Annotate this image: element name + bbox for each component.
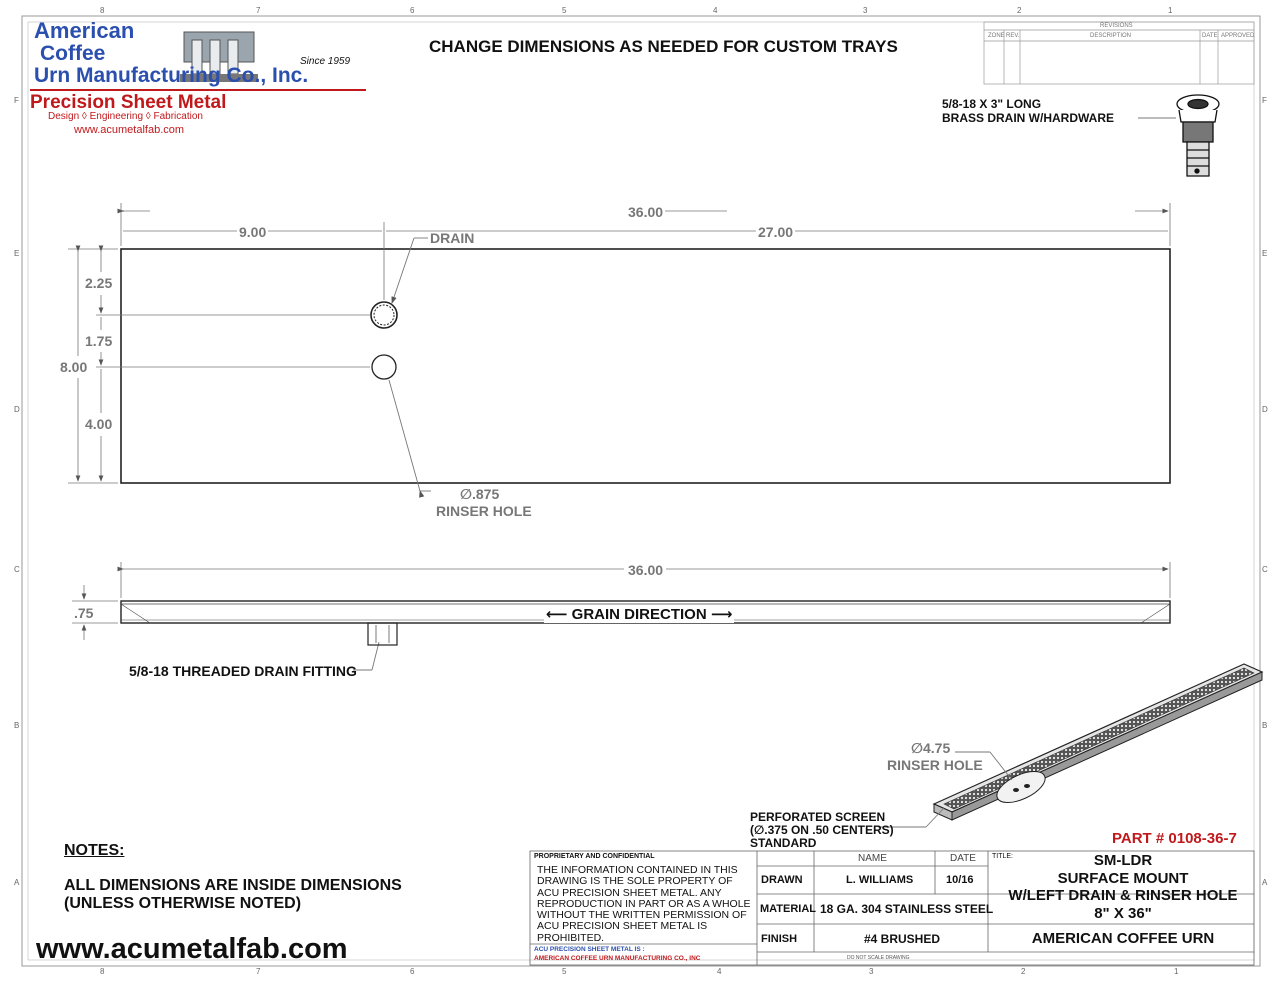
proprietary-text: THE INFORMATION CONTAINED IN THIS DRAWING IS THE SOLE PROPERTY OF ACU PRECISION SHEET METAL. ANY REPRODUCTION IN PART OR AS A WHOLE WITHOUT THE WRITTEN PERMISSION OF ACU PRECISION SHEET METAL IS PROHIBITED. <box>537 864 751 944</box>
proprietary-heading: PROPRIETARY AND CONFIDENTIAL <box>534 853 655 860</box>
dim-depth: .75 <box>74 605 94 621</box>
dim-remainder-x: 27.00 <box>758 224 794 240</box>
revisions-col-approved: APPROVED <box>1221 33 1255 39</box>
perf-screen-label-1: PERFORATED SCREEN <box>750 810 886 824</box>
zone-right-d: D <box>1262 405 1268 414</box>
zone-top-7: 7 <box>256 6 261 15</box>
revisions-col-description: DESCRIPTION <box>1090 33 1132 39</box>
notes-heading: NOTES: <box>64 842 125 859</box>
left-dimension-lines <box>68 249 370 483</box>
isometric-tray <box>934 664 1262 820</box>
dim-hole-spacing: 1.75 <box>85 333 113 349</box>
zone-side-e: E <box>14 249 20 258</box>
part-number: PART # 0108-36-7 <box>1112 830 1237 847</box>
logo-tagline: Design ◊ Engineering ◊ Fabrication <box>48 111 203 122</box>
brass-drain-sketch <box>1177 95 1219 176</box>
revisions-title: REVISIONS <box>1100 23 1133 29</box>
zone-bottom-6: 6 <box>410 967 415 976</box>
logo-since: Since 1959 <box>300 56 351 67</box>
zone-top-5: 5 <box>562 6 567 15</box>
company-logo <box>30 18 370 138</box>
title-line-3: W/LEFT DRAIN & RINSER HOLE <box>1008 887 1238 904</box>
zone-bottom-4: 4 <box>717 967 722 976</box>
notes-line-1: ALL DIMENSIONS ARE INSIDE DIMENSIONS <box>64 877 402 894</box>
zone-right-e: E <box>1262 249 1268 258</box>
drawing-title <box>988 852 1258 922</box>
scale-note: DO NOT SCALE DRAWING <box>847 955 910 961</box>
zone-top-1: 1 <box>1168 6 1173 15</box>
zone-right-f: F <box>1262 96 1267 105</box>
zone-side-d: D <box>14 405 20 414</box>
rinser-hole <box>372 355 396 379</box>
zone-right-b: B <box>1262 721 1268 730</box>
zone-top-2: 2 <box>1017 6 1022 15</box>
title-line-2: SURFACE MOUNT <box>1057 869 1189 887</box>
zone-bottom-7: 7 <box>256 967 261 976</box>
zone-top-6: 6 <box>410 6 415 15</box>
dim-overall-length: 36.00 <box>628 204 664 220</box>
zone-side-b: B <box>14 721 20 730</box>
dim-overall-width: 8.00 <box>60 359 88 375</box>
inner-frame <box>28 22 1254 960</box>
zone-bottom-5: 5 <box>562 967 567 976</box>
revision-table-lines <box>984 22 1254 84</box>
drawn-label: DRAWN <box>761 874 803 886</box>
brass-drain-label-2: BRASS DRAIN W/HARDWARE <box>942 111 1114 125</box>
zone-side-a: A <box>14 878 20 887</box>
dim-rinser-offset-y: 4.00 <box>85 416 113 432</box>
col-date-header: DATE <box>950 853 976 864</box>
iso-rinser-diameter: ∅4.75 <box>911 740 951 756</box>
iso-rinser-label: RINSER HOLE <box>887 757 983 773</box>
perf-screen-label-3: STANDARD <box>750 836 817 850</box>
title-line-1: SM-LDR <box>1093 852 1153 869</box>
zone-side-f: F <box>14 96 19 105</box>
footer-company-name: AMERICAN COFFEE URN MANUFACTURING CO., INC <box>534 955 701 962</box>
revisions-col-date: DATE <box>1202 33 1218 39</box>
zone-top-8: 8 <box>100 6 105 15</box>
footer-url-link[interactable]: www.acumetalfab.com <box>36 933 348 965</box>
zone-right-a: A <box>1262 878 1268 887</box>
perf-screen-label-2: (∅.375 ON .50 CENTERS) <box>750 823 894 837</box>
outer-frame <box>22 16 1260 966</box>
revisions-col-rev: REV. <box>1006 33 1020 39</box>
drain-fitting-side <box>368 623 397 645</box>
logo-precision-sheet-metal: Precision Sheet Metal <box>30 92 227 113</box>
dim-drain-offset-x: 9.00 <box>239 224 267 240</box>
drain-hole <box>371 302 397 328</box>
leader-lines <box>353 118 1176 670</box>
footer-acu-heading: ACU PRECISION SHEET METAL IS : <box>534 946 645 953</box>
finish-label: FINISH <box>761 933 798 945</box>
zone-bottom-1: 1 <box>1174 967 1179 976</box>
brass-drain-label-1: 5/8-18 X 3" LONG <box>942 97 1042 111</box>
col-name-header: NAME <box>858 853 887 864</box>
drawn-name: L. WILLIAMS <box>846 874 914 886</box>
zone-side-c: C <box>14 565 20 574</box>
material-value: 18 GA. 304 STAINLESS STEEL <box>820 902 994 916</box>
logo-line-american: American <box>34 18 135 43</box>
rinser-hole-label: RINSER HOLE <box>436 503 532 519</box>
logo-line-coffee: Coffee <box>40 42 106 65</box>
finish-value: #4 BRUSHED <box>864 932 941 946</box>
logo-url-link[interactable]: www.acumetalfab.com <box>74 124 185 136</box>
custom-trays-note: CHANGE DIMENSIONS AS NEEDED FOR CUSTOM TRAYS <box>429 37 898 56</box>
drawn-date: 10/16 <box>946 874 974 886</box>
zone-bottom-8: 8 <box>100 967 105 976</box>
company-name: AMERICAN COFFEE URN <box>1031 930 1215 947</box>
dim-side-length: 36.00 <box>628 562 664 578</box>
zone-bottom-2: 2 <box>1021 967 1026 976</box>
title-label: TITLE: <box>992 853 1014 860</box>
rinser-diameter: ∅.875 <box>460 486 500 502</box>
logo-line-urn: Urn Manufacturing Co., Inc. <box>34 64 309 87</box>
tray-top-view-outline <box>121 249 1170 483</box>
logo-divider <box>30 89 366 91</box>
zone-bottom-3: 3 <box>869 967 874 976</box>
zone-top-4: 4 <box>713 6 718 15</box>
notes-line-2: (UNLESS OTHERWISE NOTED) <box>64 895 302 912</box>
drain-callout: DRAIN <box>430 230 475 246</box>
material-label: MATERIAL <box>760 903 817 915</box>
revisions-col-zone: ZONE <box>988 33 1005 39</box>
zone-top-3: 3 <box>863 6 868 15</box>
grain-direction-label: ⟵ GRAIN DIRECTION ⟶ <box>546 606 733 623</box>
drain-fitting-label: 5/8-18 THREADED DRAIN FITTING <box>129 663 357 679</box>
title-line-4: 8" X 36" <box>1094 904 1152 922</box>
dim-drain-offset-y: 2.25 <box>85 275 113 291</box>
zone-right-c: C <box>1262 565 1268 574</box>
